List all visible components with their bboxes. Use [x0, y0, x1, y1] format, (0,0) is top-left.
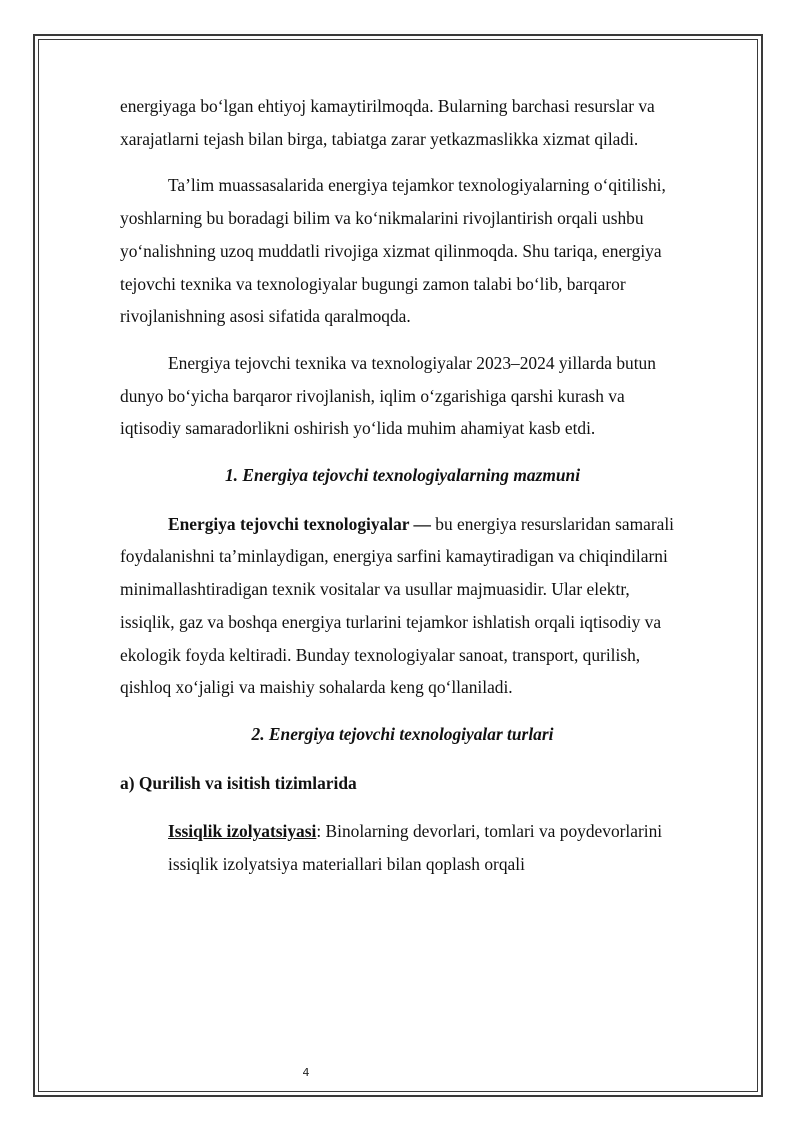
insulation-text: : Binolarning devorlari, tomlari va poydevorlarini issiqlik izolyatsiya materiallari bilan qoplash orqali — [168, 821, 663, 875]
global-impact-paragraph: Energiya tejovchi texnika va texnologiyalar 2023–2024 yillarda butun dunyo bo‘yicha barqaror rivojlanish, iqlim o‘zgarishiga qarshi kurash va iqtisodiy samaradorlikni oshirish yo‘lida muhim ahamiyat kasb etdi. — [120, 352, 656, 439]
definition-paragraph — [120, 508, 685, 704]
insulation-term: Issiqlik izolyatsiyasi — [168, 821, 317, 842]
definition-text: bu energiya resurslaridan samarali foydalanishni ta’minlaydigan, energiya sarfini kamaytiradigan va chiqindilarni minimallashtiradigan texnik vositalar va usullar majmuasidir. Ular elektr, issiqlik, gaz va boshqa energiya turlarini tejamkor ishlatish orqali iqtisodiy va ekologik foyda keltiradi. Bunday texnologiyalar sanoat, transport, qurilish, qishloq xo‘jaligi va maishiy sohalarda keng qo‘llaniladi. — [120, 513, 674, 698]
subsection-a-heading: a) Qurilish va isitish tizimlarida — [120, 772, 357, 793]
intro-paragraph: energiyaga bo‘lgan ehtiyoj kamaytirilmoqda. Bularning barchasi resurslar va xarajatlarni tejash bilan birga, tabiatga zarar yetkazmaslikka xizmat qiladi. — [120, 96, 655, 149]
education-paragraph: Ta’lim muassasalarida energiya tejamkor texnologiyalarning o‘qitilishi, yoshlarning bu boradagi bilim va ko‘nikmalarini rivojlantirish orqali ushbu yo‘nalishning uzoq muddatli rivojiga xizmat qilinmoqda. Shu tariqa, energiya tejovchi texnika va texnologiyalar bugungi zamon talabi bo‘lib, barqaror rivojlanishning asosi sifatida qaralmoqda. — [120, 175, 666, 327]
document-body — [120, 90, 685, 881]
page-number: 4 — [302, 1066, 310, 1079]
insulation-paragraph — [120, 815, 685, 880]
section-1-heading: 1. Energiya tejovchi texnologiyalarning mazmuni — [224, 465, 581, 486]
definition-term: Energiya tejovchi texnologiyalar — — [168, 513, 431, 534]
section-2-heading: 2. Energiya tejovchi texnologiyalar turlari — [251, 723, 554, 744]
